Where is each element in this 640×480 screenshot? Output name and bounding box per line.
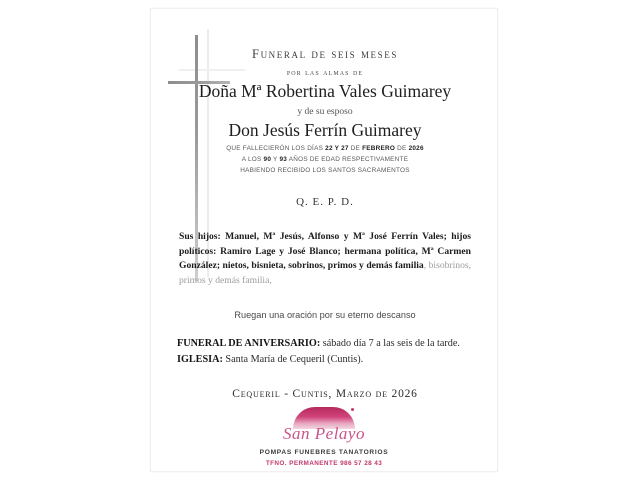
family-members-paragraph [179, 230, 471, 288]
death-line-prefix: QUE FALLECIERÓN LOS DÍAS [226, 145, 326, 152]
funeral-home-logo [151, 407, 497, 467]
funeral-subheading: por las almas de [286, 67, 364, 77]
church-row [177, 352, 477, 368]
prayer-request: Ruegan una oración por su eterno descanso [234, 310, 416, 321]
age-line-prefix: A LOS [241, 156, 264, 163]
logo-services-text: POMPAS FUNEBRES TANATORIOS [259, 449, 389, 456]
funeral-heading: Funeral de seis meses [252, 47, 398, 61]
qepd-text: Q. E. P. D. [296, 196, 354, 208]
place-and-date: Cequeril - Cuntis, Marzo de 2026 [232, 388, 418, 401]
death-days: 22 Y 27 [325, 145, 349, 152]
church-label: IGLESIA: [177, 354, 223, 366]
age-line-suffix: AÑOS DE EDAD RESPECTIVAMENTE [287, 156, 409, 163]
funeral-announcement-card [150, 8, 498, 472]
death-line-mid2: DE [395, 145, 409, 152]
age-first: 90 [263, 156, 272, 163]
family-members-faint: , bisobrinos, primos y demás familia, [179, 260, 471, 286]
deceased-name-secondary: Don Jesús Ferrín Guimarey [228, 120, 422, 140]
age-line [173, 156, 477, 163]
service-details [173, 336, 477, 368]
age-line-mid: Y [271, 156, 280, 163]
age-second: 93 [279, 156, 288, 163]
sacraments-line: HABIENDO RECIBIDO LOS SANTOS SACRAMENTOS [240, 167, 410, 174]
death-month: FEBRERO [362, 145, 396, 152]
anniversary-value: sábado día 7 a las seis de la tarde. [320, 338, 460, 350]
family-members-bold: Sus hijos: Manuel, Mª Jesús, Alfonso y Mª José Ferrín Vales; hijos políticos: Ramiro Lage y José Blanco; hermana política, Mª Carmen González; nietos, bisnieta, sobrinos, primos y demás familia [179, 231, 471, 272]
death-line-mid: DE [348, 145, 363, 152]
spouse-connector: y de su esposo [297, 107, 353, 117]
announcement-content [173, 9, 477, 471]
anniversary-label: FUNERAL DE ANIVERSARIO: [177, 338, 321, 350]
logo-dot-icon [351, 408, 354, 411]
death-date-line [173, 145, 477, 152]
logo-brand-name: San Pelayo [283, 424, 365, 443]
church-value: Santa María de Cequeril (Cuntis). [222, 354, 364, 366]
deceased-name-primary: Doña Mª Robertina Vales Guimarey [198, 81, 452, 101]
death-year: 2026 [408, 145, 424, 152]
logo-phone-number: TFNO. PERMANENTE 986 57 28 43 [265, 460, 383, 467]
anniversary-row [177, 336, 477, 352]
